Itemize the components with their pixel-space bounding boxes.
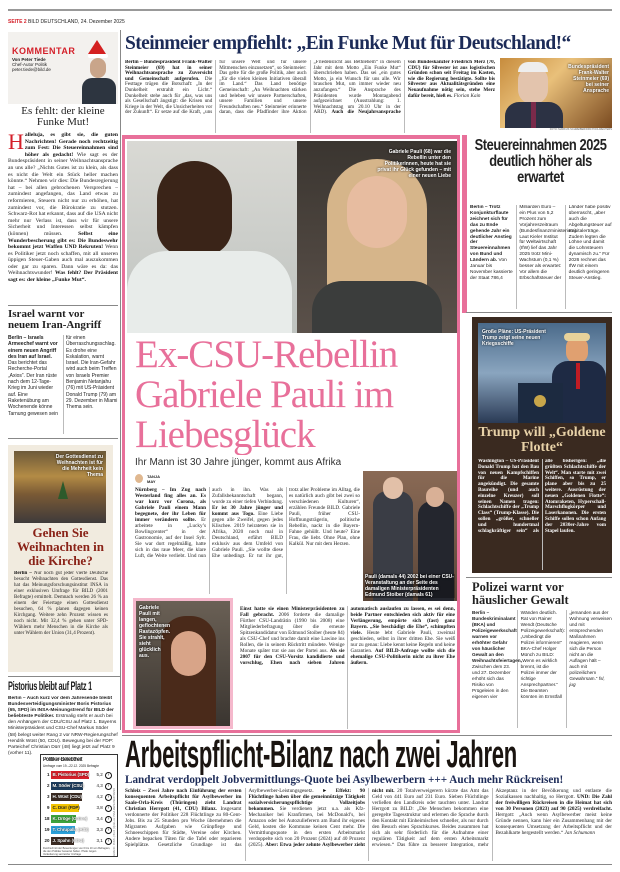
chart-rank: 9 — [46, 804, 50, 810]
steinmeier-headline: Steinmeier empfiehlt: „Ein Funke Mut für Deutschland!“ — [125, 33, 571, 54]
chart-category-label: J. Spahn (CDU) — [52, 838, 84, 843]
israel-text: Berlin – Israels Armeechef warnt vor einem neuen Angriff des Iran auf Israel. Das berichtet das Recherche-Portal „Axios“. Der Iran rüste nach dem 12-Tage-Krieg im Juni wieder auf. Eine Raketenübung am Wochenende könne Tarnung gewesen sein für einen Überraschungsschlag. Es drohe eine Eskalation, warnt Israel. Die Iran-Gefahr wird auch beim Treffen von Israels Premier Benjamin Netanjahu (76) mit US-Präsident Donald Trump (79) am 29. Dezember in Miami Thema sein. — [8, 335, 118, 417]
chart-category-label: B. Pistorius (SPD) — [52, 772, 90, 777]
chart-title: Politiker-Beliebtheit — [43, 757, 82, 763]
church-photo — [14, 451, 106, 523]
kirche-headline: Gehen Sie Weihnachten in die Kirche? — [16, 526, 105, 568]
author-name: Von Peter Tiede — [12, 57, 46, 62]
chart-row — [43, 803, 111, 813]
pauli-headline: Ex-CSU-Rebellin Gabriele Pauli im Liebesglück — [135, 335, 398, 455]
chart-row — [43, 770, 111, 780]
kirche-box — [8, 445, 113, 672]
chart-bar-track — [51, 826, 95, 834]
chart-footnote: Durchschnitt der Bewertungen von 0 bis 10 von Befragten, die den Politiker bewertet haben. Pfeile zeigen Veränderung seit letzter Umfrage — [43, 847, 111, 856]
chart-value-label: 3,1 — [96, 837, 103, 843]
page-number: SEITE 2 — [8, 19, 27, 25]
chart-row — [43, 825, 111, 835]
chart-bar-track — [51, 793, 95, 801]
chart-row — [43, 792, 111, 802]
trump-photo — [478, 323, 606, 423]
chart-rank: 19 — [44, 826, 50, 832]
trend-arrow-icon: › — [105, 838, 112, 845]
trend-arrow-icon: › — [105, 816, 112, 823]
chart-bar-track — [51, 804, 95, 812]
chart-rank: 1 — [46, 771, 50, 777]
trump-box — [472, 317, 612, 573]
chart-bar-track — [51, 782, 95, 790]
pauli-inset-photo — [133, 598, 233, 729]
pauli-text: Nürnberg – Im Zug nach Westerland fing alles an. Es war kurz vor Corona, als Gabriele Pauli einem Mann begegnete, der ihr Leben für immer verändern sollte. Er arbeitete in „Lucky’s Bowlingcenter“ in der Gastronomie, auf der Insel Sylt. Sie war dort regelmäßig, hatte sich in das raue Meer, die klare Luft, die Weite verliebt. Und nun auch in ihn. Was als Zufallsbekanntschaft begann, wurde zu einer tiefen Verbindung. Er ist 30 Jahre jünger und kommt aus Togo. Eine Liebe gegen alle Zweifel, gegen jedes Klischee. 2019 heirateten sie in Afrika, 2020 noch mal in Deutschland, erfährt BILD exklusiv aus dem Umfeld von Gabriele Pauli. „Sie wollte diese Ehe unbedingt. Er tut ihr gut, trotz aller Probleme im Alltag, die es natürlich auch gibt bei zwei so verschiedenen Kulturen“, erzählen Freunde BILD. Gabriele Pauli, früher CSU-Hoffnungsträgerin, politische Rebellin, nackt in die Bayern-Fahne gehüllt. Und heute? Eine Frau, die liebt. Ohne Plan, ohne Kalkül. Nur mit dem Herzen. — [135, 487, 360, 559]
chart-rank: 18 — [44, 815, 50, 821]
trump-headline: Trump will „Goldene Flotte“ — [478, 425, 606, 455]
trend-arrow-icon: › — [105, 772, 112, 779]
trend-arrow-icon: › — [105, 794, 112, 801]
pauli-couple-photo — [127, 141, 457, 333]
chart-bar-track — [51, 771, 95, 779]
page-header — [8, 19, 125, 25]
chart-subtitle: Umfrage vom 19.–22.12. 2025 Befragte — [43, 764, 99, 768]
trend-arrow-icon: › — [105, 805, 112, 812]
kommentar-text: Halleluja, es gibt sie, die guten Nachrichten! Gerade noch rechtzeitig zum Fest: Die Steuereinnahmen sind höher als gedacht! Wie sagt es der Bundespräsident in seiner Weihnachtsansprache an uns alle? „Nichts Gutes ist zu klein, als dass es nicht die Welt ein Stück heller machen könnte.“ Nehmen wir dies: Die Bundesregierung hat – bei allen gebrochenen Versprechen – zumindest angefangen, das Land etwas zu reformieren, Steuern nicht nur zu erhöhen, hat zumindest vor, die Bürokratie zu stutzen. Schwarz-Rot hat erkannt, dass auf die USA nicht mehr nur Verlass ist, dass wir für unsere Sicherheit und Interessen selbst kämpfen (können) müssen. Selbst eine Wunderbescherung gibt es: Die Bundeswehr bekommt jetzt Waffen UND Rekruten! Wenn es Politiker jetzt noch schaffen, mit all unseren üppigen Steuer-Gaben auch mal auszukommen oder gar zu sparen. Dann wäre es da: das Weihnachtswunder! Was fehlt? Der Präsident sagt es: der kleine „Funke Mut“. — [8, 132, 118, 284]
arbeit-headline: Arbeitspflicht-Bilanz nach zwei Jahren — [125, 736, 517, 775]
kommentar-label: KOMMENTAR — [12, 46, 76, 56]
arbeit-subtitle: Landrat verdoppelt Jobvermittlungs-Quote bei Asylbewerbern +++ Auch mehr Rückreisen! — [125, 774, 564, 786]
chart-row — [43, 814, 111, 824]
chart-category-label: H. Wüst (CDU) — [52, 794, 82, 799]
trend-arrow-icon: › — [105, 827, 112, 834]
kommentar-box — [8, 32, 118, 104]
chart-bars — [43, 770, 111, 846]
kommentar-title: Es fehlt: der kleine Funke Mut! — [21, 106, 105, 128]
chart-value-label: 3,3 — [96, 826, 103, 832]
steuer-headline: Steuereinnahmen 2025 deutlich höher als erwartet — [474, 138, 607, 186]
polizei-headline: Polizei warnt vor häuslicher Gewalt — [472, 581, 569, 607]
pistorius-lead: Berlin – Auch kurz vor dem Jahresende bleibt Bundesverteidigungsminister Boris Pistorius (65, SPD) im INSA-Meinungstrend für BILD der beliebteste Politiker. — [8, 696, 114, 720]
author-photo — [80, 40, 116, 104]
chart-row — [43, 836, 111, 846]
chart-bar-track — [51, 815, 95, 823]
chart-rank: 3 — [46, 793, 50, 799]
pistorius-body: Erstmalig steht er auch bei den Anhängern der CDU/CSU auf Platz 1. Bayerns Ministerpräsident und CSU-Chef Markus Söder (58) belegt weiter Rang 2 vor NRW-Regierungschef Hendrik Wüst (50, CDU). Bewegung bei der FDP: Parteichef Christian Dürr (48) liegt jetzt auf Platz 9 (vorher 11). — [8, 714, 118, 756]
kirche-text: Berlin – Nur noch gut jeder vierte Deutsche besucht Weihnachten den Gottesdienst. Das hat das Meinungsforschungsinstitut INSA in einer exklusiven Umfrage für BILD (2001 Befragte) ermittelt. Demnach werden 26 % an einem der Feiertage einen Gottesdienst besuchen, 64 % planen dagegen keinen Kirchgang. Weitere zehn Prozent wissen es noch nicht. Mit 32,4 % gehen unter SPD-Wählern mehr Menschen in die Kirche als unter Wählern der Union (31,4 Prozent). — [14, 571, 108, 636]
chart-value-label: 3,8 — [96, 804, 103, 810]
trend-arrow-icon: › — [105, 783, 112, 790]
israel-headline: Israel warnt vor neuem Iran-Angriff — [8, 309, 102, 331]
chart-value-label: 4,2 — [96, 793, 103, 799]
steinmeier-photo — [500, 58, 612, 128]
chart-value-label: 3,4 — [96, 815, 103, 821]
pistorius-headline: Pistorius bleibt auf Platz 1 — [8, 679, 92, 693]
masthead-date: BILD DEUTSCHLAND, 24. Dezember 2025 — [28, 19, 125, 25]
chart-value-label: 5,2 — [96, 771, 103, 777]
chart-value-label: 4,3 — [96, 782, 103, 788]
chart-rank: 2 — [46, 782, 50, 788]
chart-row — [43, 781, 111, 791]
stoiber-photo — [363, 471, 458, 601]
author-role: Chef-Autor Politik — [12, 62, 48, 67]
pauli-text-continued: Einst hatte sie einen Ministerpräsidenten zu Fall gebracht. 2006 forderte die damalige Fürther CSU-Landrätin (1990 bis 2008) eine Mitgliederbefragung über die erneute Spitzenkandidatur von Edmund Stoiber (heute 84) als CSU-Chef und brachte damit eine Lawine ins Rollen, die in seinem Rücktritt mündete. Wenige Monate später trat sie aus der Partei aus. Als sie 2007 für den CSU-Vorsitz kandidierte und vorschlug, Ehen nach sieben Jahren automatisch auslaufen zu lassen, es sei denn, beide Partner entschieden sich aktiv für eine Verlängerung, empörte sich (fast) ganz Bayern. „Sie beschädigt die Ehe“, schimpften viele. Heute lebt Gabriele Pauli, zweimal geschieden, selbst in ihrer dritten Ehe. Sie weiß nur zu genau: Liebe kennt keine Regeln und keine Garantien. Auf BILD-Anfrage wollte sich die ehemalige CSU-Politikerin nicht zu ihrer Ehe äußern. — [240, 606, 455, 666]
steinmeier-caption: Bundespräsident Frank-Walter Steinmeier (69) bei seiner Ansprache — [568, 64, 609, 94]
polizei-text: Berlin – Bundeskriminalamt (BKA) und Polizeigewerkschaft warnen vor erhöhter Gefahr von häuslicher Gewalt an den Weihnachtsfeiertagen. Zwischen dem 23. und 27. Dezember erhöht sich das Risiko von Prügeleien in den eigenen vier Wänden deutlich. Rat von Rainer Wendt (Deutsche Polizeigewerkschaft): „Unbedingt die Polizei informieren!“ BKA-Chef Holger Münch zu BILD: „Wenn es wirklich brennt, ist die Polizei immer der richtige Ansprechpartner.“ Die Beamten könnten im Ernstfall „jemanden aus der Wohnung verweisen und mit entsprechenden Maßnahmen reagieren, wenn sich die Person nicht an die Auflagen hält – auch mit polizeilichem Gewahrsam.“ fsl, jug — [472, 610, 612, 699]
dropcap: H — [8, 132, 24, 154]
trump-caption: Große Pläne: US-Präsident Trump zeigt seine neuen Kriegsschiffe — [482, 329, 546, 347]
inset-caption: Gabriele Pauli mit langen, geflochtenen Rastazöpfen. Sie strahlt, sieht glücklich aus. — [139, 605, 171, 659]
trump-text: Washington – US-Präsident Donald Trump hat den Bau von neuen Kampfschiffen für die Marine angekündigt. Die gesamte Baureihe (und auch einzelne Kreuzer) soll seinen Namen tragen: Schlachtschiffe der „Trump Class“ (Trump-Klasse). Die sollen „größer, schneller und hundertmal schlagkräftiger sein“ als alle bisherigen: „die größten Schlachtschiffe der Welt“. Man starte mit zwei Schiffen, so Trump, er plane aber bis zu 25 weitere. Ausrüstung der neuen „Goldenen Flotte“: Atomraketen, Hyperschall-Marschflugkörper und Laserkanonen. Die ersten Schiffe sollen schon Anfang der 2030er-Jahre vom Stapel laufen. — [478, 459, 606, 534]
chart-category-label: T. Chrupalla (AfD) — [52, 827, 89, 832]
author-email[interactable]: peter.tiede@bild.de — [12, 67, 51, 72]
steinmeier-text: Berlin – Bundespräsident Frank-Walter Steinmeier (69) hat in seiner Weihnachtsansprache zu Zuversicht und Gemeinschaft aufgerufen. Die Festtage trügen die Botschaft: „In der Dunkelheit erstrahlt ein Licht.“ Dunkelheit stehe auch für „das, was uns als Gesellschaft ängstigt: die Krisen und Kriege in der Welt, die Unsicherheiten vor der Zukunft“. Er setze auf die Kraft, „uns für unsere Welt und für unsere Mitmenschen einzusetzen“, so Steinmeier: Das gelte für die große Politik, aber auch „für die vielen kleinen Initiativen überall im Land.“ Das Land benötige Gemeinschaft: „An Weihnachten stärken und beleben wir unsere Partnerschaften, unsere Familien und unsere Freundschaften neu.“ Steinmeier erinnerte daran, dass die Pfadfinder ihre Aktion „Friedenslicht aus Bethlehem“ in diesem Jahr mit dem Motto „Ein Funke Mut“ überschrieben haben. Das sei „ein gutes Motto, ja ein Wunsch für uns alle. Wir brauchen Mut, um immer wieder neu anzufangen.“ Die Ansprache des Präsidenten wurde Montagabend aufgezeichnet (Ausstrahlung: 1. Weihnachtstag um 20.10 Uhr in der ARD). Auch die Neujahrsansprache von Bundeskanzler Friedrich Merz (70, CDU) für Silvester ist aus logistischen Gründen schon seit Freitag im Kasten, wie die Regierung bestätigte. Sollte bis Silvester aus Aktualitätsgründen eine Neuaufnahme nötig sein, stehe Merz dafür bereit, hieß es. Florian Kain — [125, 60, 495, 116]
chart-category-label: C. Dürr (FDP) — [52, 805, 80, 810]
pauli-subtitle: Ihr Mann ist 30 Jahre jünger, kommt aus Afrika — [135, 457, 342, 468]
pauli-author: TANJA MAY — [147, 474, 160, 484]
photo-credit: FOTO: MARKUS SCHREIBER/DPA POOL/REUTERS — [549, 128, 612, 131]
couple-photo-caption: Gabriele Pauli (68) war die Rebellin unter den Politikerinnen, heute hat sie privat ihr Glück gefunden – mit einer neuen Liebe — [377, 149, 451, 179]
stoiber-caption: Pauli (damals 44) 2002 bei einer CSU-Veranstaltung an der Seite des damaligen Ministerpräsidenten Edmund Stoiber (damals 61) — [365, 574, 454, 598]
arbeit-text: Schleiz – Zwei Jahre nach Einführung der ersten konsequenten Arbeitspflicht für Asylbewerber im Saale-Orla-Kreis (Thüringen) zieht Landrat Christian Herrgott (41, CDU) Bilanz. Insgesamt verdonnerte der Politiker 228 Flüchtlinge zu 80-Cent-Jobs. Bis zu 25 Stunden pro Woche übernehmen die Migranten Aufgaben wie Grünpflege und Schneeschippen für Städte, Vereine oder Kirchen. Andere bepacken Tüten für die Tafel oder reparieren Spielplätze. Gesetzliche Grundlage ist das Asylbewerber-Leistungsgesetz. ► Effekt: 90 Flüchtlinge haben über die gemeinnützige Tätigkeit sozialversicherungspflichtige Vollzeitjobs bekommen. Sie verdienen jetzt u.a. als Kfz-Mechaniker bei Kranfirmen, bei McDonald’s, bei Amazon oder bei Autozulieferern am Band ihr eigenes Geld, kosten die Kommune keinen Cent mehr. Die Vermittlungsquote in den ersten Arbeitsmarkt verdoppelte sich von 20 Prozent (2024) auf 40 Prozent (2025). Aber: Etwa jeder zehnte Asylbewerber zieht nicht mit. 20 Totalverweigerern kürzte das Amt das Geld von 441 Euro auf 231 Euro. Sieben Flüchtlinge verließen den Landkreis oder tauchten unter. Landrat Herrgott zu BILD: „Die Menschen bekommen eine geregelte Tagesstruktur und erlernen die Sprache durch den Kontakt mit Einheimischen schneller, als nur durch den Besuch eines Sprachkurses. Beides zusammen hat sich als sehr förderlich für die Aufnahme einer regulären Tätigkeit auf dem ersten Arbeitsmarkt erwiesen.“ Das führe zu besserer Integration, mehr Akzeptanz in der Bevölkerung und entlaste die Sozialkassen nachhaltig, so Herrgott. UND: Die Zahl der freiwilligen Rückreisen in die Heimat hat sich von 30 Personen (2023) auf 90 (2025) verdreifacht. Herrgott: „Auch wenn Asylbewerber meist keine Gründe nennen, kann hier ein Zusammenhang mit der konsequenten Umsetzung der Arbeitspflicht und der Bezahlkarte hergestellt werden.“ Jan Schumann — [125, 788, 612, 848]
church-photo-caption: Der Gottesdienst zu Weihnachten ist für die Mehrheit kein Thema — [55, 454, 103, 478]
chart-rank: 20 — [44, 837, 50, 843]
steuer-text: Berlin – Trotz Konjunkturflaute zeichnet sich für das zu Ende gehende Jahr ein deutlicher Anstieg der Steuereinnahmen von Bund und Ländern ab. Von Januar bis November kassierte der Staat 786,4 Milliarden Euro – ein Plus von 5,2 Prozent zum Vorjahreszeitraum (Bundesfinanzministerium). Laut Kieler Institut für Weltwirtschaft (IfW) lief das Jahr 2025 trotz Mini-Wachstum (0,1 %) besser als erwartet: Vor allem die Erbschaftsteuer der Länder habe positiv überrascht, „aber auch die Abgeltungsteuer auf Kapitalerträge. Zudem legten die Löhne und damit die Lohnsteuern dynamisch zu.“ Für 2026 rechnet das IfW mit einem deutlich geringeren Steuer-Anstieg. — [470, 205, 612, 281]
politiker-chart — [40, 754, 118, 857]
chart-category-label: K. Dröge (Grüne) — [52, 816, 88, 821]
pistorius-text — [8, 696, 118, 860]
pauli-box — [122, 135, 460, 733]
author-avatar — [135, 474, 143, 483]
chart-category-label: M. Söder (CSU) — [52, 783, 84, 788]
chart-source: GRAFIK: PFAHL | BILD | QUELLE: INSA MEINUNGSTREND — [113, 788, 116, 856]
chart-bar-track — [51, 837, 95, 845]
